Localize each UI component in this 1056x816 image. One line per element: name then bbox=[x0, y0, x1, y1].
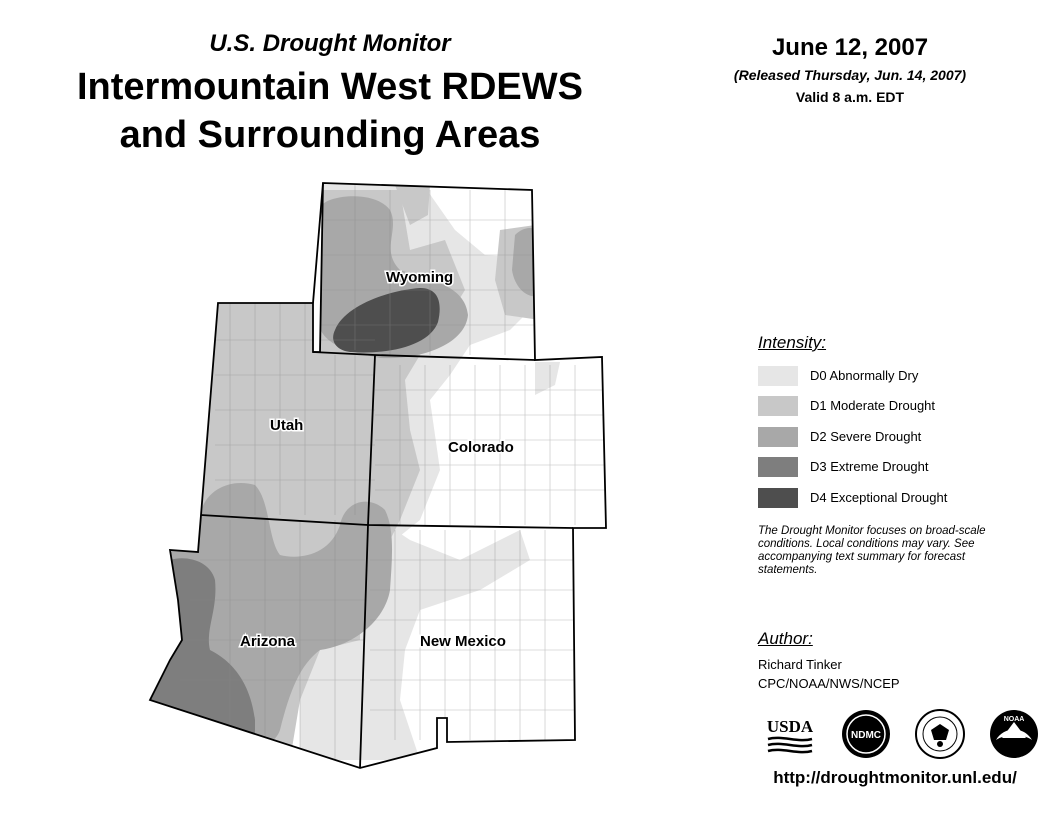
author-org: CPC/NOAA/NWS/NCEP bbox=[758, 676, 900, 691]
ndmc-logo bbox=[840, 708, 892, 760]
state-label-colorado: Colorado bbox=[448, 439, 514, 456]
legend-swatch-d0 bbox=[758, 366, 798, 386]
legend-swatch-d4 bbox=[758, 488, 798, 508]
state-label-utah: Utah bbox=[270, 417, 304, 434]
legend-title: Intensity: bbox=[758, 333, 827, 352]
map-title-line1: Intermountain West RDEWS bbox=[77, 66, 583, 108]
legend-label-d3: D3 Extreme Drought bbox=[810, 459, 929, 474]
state-label-new-mexico: New Mexico bbox=[420, 633, 506, 650]
commerce-seal-logo bbox=[914, 708, 966, 760]
noaa-logo-text: NOAA bbox=[1003, 716, 1025, 723]
legend-label-d0: D0 Abnormally Dry bbox=[810, 368, 919, 383]
noaa-logo bbox=[988, 708, 1040, 760]
legend-label-d4: D4 Exceptional Drought bbox=[810, 490, 948, 505]
legend-item-d2 bbox=[758, 427, 1018, 449]
legend-swatch-d2 bbox=[758, 427, 798, 447]
usda-logo bbox=[764, 712, 816, 764]
author-name: Richard Tinker bbox=[758, 657, 842, 672]
map-subtitle: U.S. Drought Monitor bbox=[209, 30, 451, 57]
map-date: June 12, 2007 bbox=[771, 34, 929, 61]
legend-label-d2: D2 Severe Drought bbox=[810, 429, 922, 444]
legend-item-d0 bbox=[758, 366, 1018, 388]
state-label-wyoming: Wyoming bbox=[386, 269, 454, 286]
valid-time: Valid 8 a.m. EDT bbox=[795, 89, 905, 105]
legend-item-d4 bbox=[758, 488, 1018, 510]
ndmc-logo-text: NDMC bbox=[851, 730, 881, 741]
legend-swatch-d1 bbox=[758, 396, 798, 416]
disclaimer-note: The Drought Monitor focuses on broad-scale conditions. Local conditions may vary. See accompanying text summary for forecast statements. bbox=[758, 525, 986, 576]
release-date: (Released Thursday, Jun. 14, 2007) bbox=[733, 67, 967, 83]
drought-map bbox=[140, 175, 620, 775]
legend-item-d3 bbox=[758, 457, 1018, 479]
author-title: Author: bbox=[758, 629, 813, 648]
website-url[interactable]: http://droughtmonitor.unl.edu/ bbox=[773, 768, 1017, 787]
legend-swatch-d3 bbox=[758, 457, 798, 477]
state-label-arizona: Arizona bbox=[240, 633, 296, 650]
map-title-line2: and Surrounding Areas bbox=[119, 114, 541, 156]
usda-logo-text: USDA bbox=[766, 717, 814, 736]
legend-label-d1: D1 Moderate Drought bbox=[810, 398, 936, 413]
legend-item-d1 bbox=[758, 396, 1018, 418]
